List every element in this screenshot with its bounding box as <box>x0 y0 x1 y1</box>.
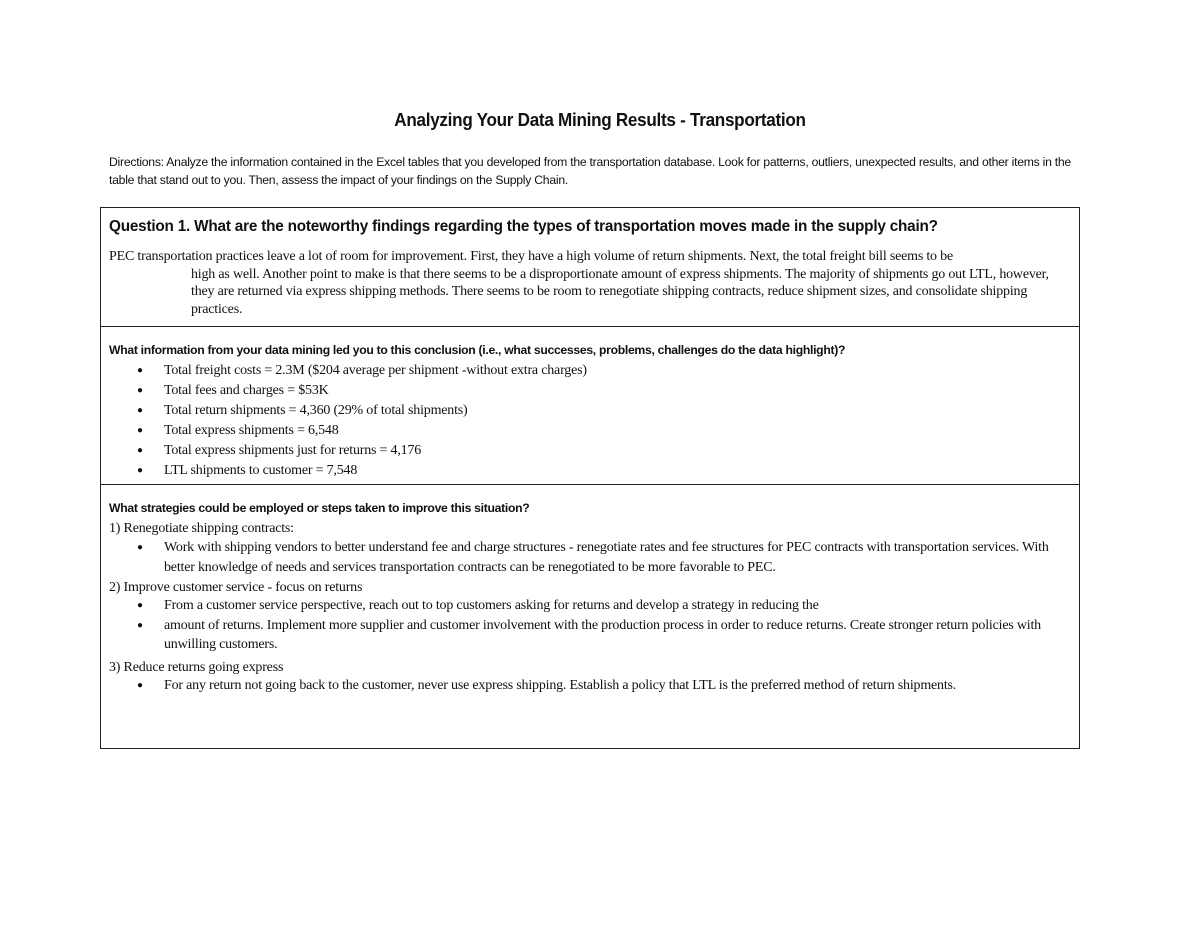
list-item: ● amount of returns. Implement more supplier and customer involvement with the production process in order to reduce returns. Create stronger return policies with unwilling customers. <box>137 617 1041 652</box>
question-heading: Question 1. What are the noteworthy findings regarding the types of transportation moves made in the supply chain? <box>109 218 938 235</box>
bullet-icon: ● <box>137 542 143 553</box>
answer-first-line: PEC transportation practices leave a lot of room for improvement. First, they have a high volume of return shipments. Next, the total freight bill seems to be <box>109 249 953 264</box>
bullet-icon: ● <box>137 445 143 456</box>
directions-text: Directions: Analyze the information contained in the Excel tables that you developed from the transportation database. Look for patterns, outliers, unexpected results, and other items in the table that stand out to you. Then, assess the impact of your findings on the Supply Chain. <box>109 155 1071 187</box>
bullet-icon: ● <box>137 600 143 611</box>
information-cell <box>101 327 1079 485</box>
question-table <box>100 207 1080 749</box>
strategy-step-3: 3) Reduce returns going express <box>109 660 284 675</box>
bullet-icon: ● <box>137 405 143 416</box>
list-item: ● For any return not going back to the customer, never use express shipping. Establish a policy that LTL is the preferred method of return shipments. <box>109 676 1069 696</box>
strategy-step-3-list <box>109 676 1069 696</box>
list-item: ● Total freight costs = 2.3M ($204 average per shipment -without extra charges) <box>109 361 1069 381</box>
list-item: ● LTL shipments to customer = 7,548 <box>109 461 1069 481</box>
list-item: ● Total fees and charges = $53K <box>109 381 1069 401</box>
list-item: ● Total return shipments = 4,360 (29% of total shipments) <box>109 401 1069 421</box>
strategy-step-2-list <box>109 596 1069 655</box>
bullet-icon: ● <box>137 385 143 396</box>
strategies-heading: What strategies could be employed or steps taken to improve this situation? <box>109 501 530 515</box>
information-list <box>109 361 1069 481</box>
bullet-icon: ● <box>137 365 143 376</box>
strategy-step-2: 2) Improve customer service - focus on returns <box>109 580 363 595</box>
bullet-icon: ● <box>137 680 143 691</box>
strategy-step-1-list <box>109 538 1069 577</box>
strategy-step-1: 1) Renegotiate shipping contracts: <box>109 521 294 536</box>
question-cell <box>101 208 1079 327</box>
question-answer <box>109 248 1069 318</box>
list-item: ● Total express shipments = 6,548 <box>109 421 1069 441</box>
bullet-icon: ● <box>137 619 143 631</box>
information-heading: What information from your data mining led you to this conclusion (i.e., what successes, problems, challenges do the data highlight)? <box>109 343 846 357</box>
list-item: ● Total express shipments just for returns = 4,176 <box>109 441 1069 461</box>
list-item: ● From a customer service perspective, reach out to top customers asking for returns and develop a strategy in reducing the <box>109 596 1069 616</box>
list-item: ● Work with shipping vendors to better understand fee and charge structures - renegotiate rates and fee structures for PEC contracts with transportation services. With better knowledge of needs and services transportation contracts can be renegotiated to be more favorable to PEC. <box>137 540 1049 575</box>
bullet-icon: ● <box>137 465 143 476</box>
bullet-icon: ● <box>137 425 143 436</box>
page-title: Analyzing Your Data Mining Results - Transportation <box>394 110 806 130</box>
answer-continuation: high as well. Another point to make is that there seems to be a disproportionate amount of express shipments. The majority of shipments go out LTL, however, they are returned via express shipping methods. There seems to be room to renegotiate shipping contracts, reduce shipment sizes, and consolidate shipping practices. <box>191 266 1049 317</box>
strategies-cell <box>101 485 1079 748</box>
